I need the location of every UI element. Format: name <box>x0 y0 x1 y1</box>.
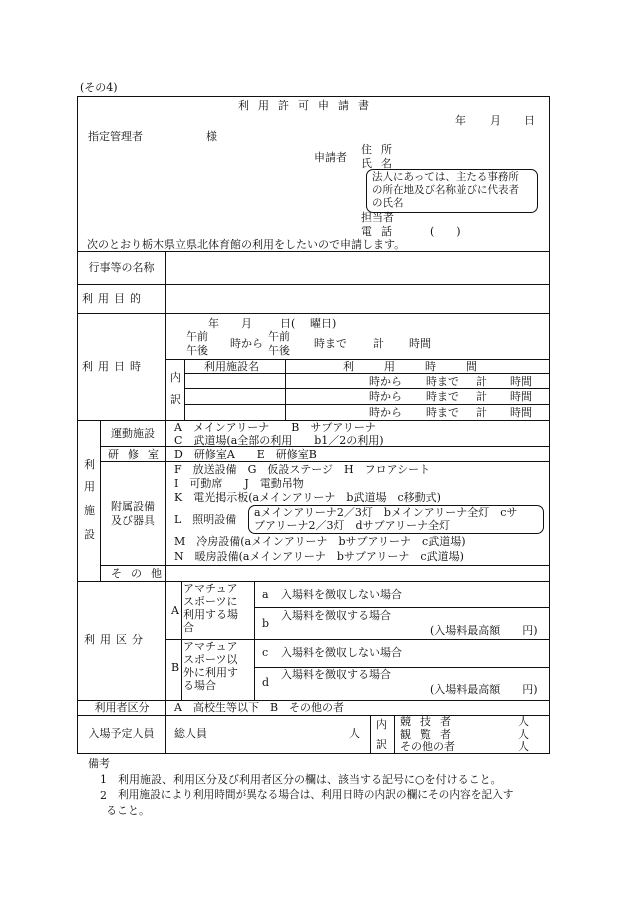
datetime-day: 日( <box>280 317 296 330</box>
max-fee: (入場料最高額 円) <box>430 624 538 637</box>
category-row-text: 入場料を徴収する場合 <box>281 609 391 622</box>
facilities-divider <box>100 420 101 581</box>
breakdown-divider <box>184 359 185 420</box>
corporate-note-line: の所在地及び名称並びに代表者 <box>372 184 519 196</box>
breakdown-row-line <box>184 373 549 374</box>
sports-label: 運動施設 <box>111 427 155 440</box>
row2-until: 時まで <box>426 390 459 403</box>
attendance-breakdown-label: 訳 <box>376 738 387 751</box>
category-a-text: スポーツに <box>183 595 238 608</box>
max-fee: (入場料最高額 円) <box>430 683 538 696</box>
category-row-text: 入場料を徴収する場合 <box>281 668 391 681</box>
remark-text: 利用施設により利用時間が異なる場合は、利用日時の内訳の欄にその内容を記入す <box>118 788 514 801</box>
attendance-label: 入場予定人員 <box>88 727 155 740</box>
category-b-text: る場合 <box>183 679 216 692</box>
lighting-line: aメインアリーナ2／3灯 bメインアリーナ全灯 cサ <box>254 506 518 519</box>
row-divider <box>78 251 549 252</box>
facilities-label-char: 施 <box>84 504 95 517</box>
phone-parens: ( ) <box>430 225 461 238</box>
user-class-label: 利用者区分 <box>94 701 150 714</box>
row1-total: 計 <box>476 375 487 388</box>
attendance-row-unit: 人 <box>518 715 529 728</box>
facilities-label-char: 用 <box>84 480 95 493</box>
attendance-row-unit: 人 <box>518 740 529 753</box>
equipment-line: N 暖房設備(aメインアリーナ bサブアリーナ c武道場) <box>174 550 464 563</box>
category-row-letter: a <box>262 588 269 601</box>
row1-hours: 時間 <box>510 375 532 388</box>
equipment-line: M 冷房設備(aメインアリーナ bサブアリーナ c武道場) <box>174 535 466 548</box>
person-in-charge-label: 担当者 <box>361 211 394 224</box>
end-pm: 午後 <box>268 344 290 357</box>
row2-total: 計 <box>476 390 487 403</box>
category-b-text: スポーツ以 <box>183 653 238 666</box>
row1-until: 時まで <box>426 375 459 388</box>
corporate-note-line: の氏名 <box>372 197 404 209</box>
category-divider <box>254 581 255 700</box>
sports-line: A メインアリーナ B サブアリーナ <box>174 421 376 434</box>
equipment-line: K 電光掲示板(aメインアリーナ b武道場 c移動式) <box>174 491 441 504</box>
equipment-line: F 放送設備 G 仮設ステージ H フロアシート <box>174 463 431 476</box>
category-row-line <box>254 607 549 608</box>
datetime-label: 利用日時 <box>82 360 146 373</box>
attendance-row-label: 観覧者 <box>400 728 460 741</box>
purpose-label: 利用目的 <box>82 292 146 305</box>
datetime-month: 月 <box>241 317 252 330</box>
datetime-year: 年 <box>208 317 219 330</box>
category-a-text: 合 <box>183 621 194 634</box>
row3-hours: 時間 <box>510 406 532 419</box>
category-row-letter: c <box>262 646 269 659</box>
attendance-row-label: 競技者 <box>400 715 460 728</box>
addressee-label: 指定管理者 <box>88 130 143 143</box>
remark-text-continued: ること。 <box>106 804 150 817</box>
user-class-value: A 高校生等以下 B その他の者 <box>174 701 345 714</box>
attendance-divider <box>370 715 371 754</box>
page-label: (その4) <box>80 81 118 94</box>
breakdown-divider <box>285 359 286 420</box>
breakdown-label: 訳 <box>170 393 181 406</box>
phone-label: 電話 <box>361 225 401 238</box>
row2-hours: 時間 <box>510 390 532 403</box>
equipment-label: 及び器具 <box>111 514 155 527</box>
facilities-label-char: 利 <box>84 458 95 471</box>
attendance-total: 総人員 <box>174 727 207 740</box>
category-a-letter: A <box>171 604 179 617</box>
label-column-divider <box>165 251 166 754</box>
lighting-label: L 照明設備 <box>174 513 237 526</box>
category-b-text: 外に利用す <box>183 666 238 679</box>
start-am: 午前 <box>186 330 208 343</box>
remark-text: 利用施設、利用区分及び利用者区分の欄は、該当する記号に○を付けること。 <box>118 773 502 786</box>
category-row-letter: d <box>262 676 270 689</box>
row1-from: 時から <box>369 375 402 388</box>
remark-number: 1 <box>100 773 107 786</box>
remark-number: 2 <box>100 789 107 802</box>
attendance-divider <box>394 715 395 754</box>
row-divider <box>78 284 549 285</box>
category-label: 利用区分 <box>84 633 148 646</box>
addressee-honorific: 様 <box>206 130 217 143</box>
total-hours: 時間 <box>409 337 431 350</box>
row-divider <box>78 715 549 716</box>
date-day: 日 <box>524 114 535 127</box>
date-year: 年 <box>455 114 466 127</box>
other-label: その他 <box>111 567 171 580</box>
applicant-label: 申請者 <box>314 151 347 164</box>
row3-total: 計 <box>476 406 487 419</box>
lighting-line: ブアリーナ2／3灯 dサブアリーナ全灯 <box>254 519 451 532</box>
training-line: D 研修室A E 研修室B <box>174 448 317 461</box>
row3-until: 時まで <box>426 406 459 419</box>
category-row-text: 入場料を徴収しない場合 <box>281 646 402 659</box>
category-row-text: 入場料を徴収しない場合 <box>281 588 402 601</box>
facilities-row-line <box>100 461 549 462</box>
start-from: 時から <box>230 337 263 350</box>
intro-text: 次のとおり栃木県立県北体育館の利用をしたいので申請します。 <box>87 238 406 251</box>
period-header: 利用時間 <box>343 360 507 373</box>
datetime-weekday: 曜日) <box>310 317 337 330</box>
sports-line: C 武道場(a全部の利用 b1／2の利用) <box>174 434 384 447</box>
attendance-total-unit: 人 <box>349 727 360 740</box>
form-title: 利用許可申請書 <box>238 99 378 112</box>
category-b-letter: B <box>171 661 180 674</box>
remarks-title: 備考 <box>88 757 110 770</box>
training-label: 研修室 <box>108 448 168 461</box>
facility-header: 利用施設名 <box>204 360 259 373</box>
end-until: 時まで <box>314 337 347 350</box>
corporate-note-line: 法人にあっては、主たる事務所 <box>372 171 519 183</box>
attendance-row-unit: 人 <box>518 728 529 741</box>
breakdown-row-line <box>184 404 549 405</box>
category-a-text: アマチュア <box>183 582 238 595</box>
row3-from: 時から <box>369 406 402 419</box>
category-a-text: 利用する場 <box>183 608 238 621</box>
category-divider <box>181 581 182 700</box>
end-am: 午前 <box>268 330 290 343</box>
equipment-label: 附属設備 <box>111 500 155 513</box>
row-divider <box>78 581 549 582</box>
breakdown-row-line <box>184 388 549 389</box>
facilities-row-line <box>100 565 549 566</box>
total-label: 計 <box>373 337 384 350</box>
row-divider <box>78 313 549 314</box>
facilities-label-char: 設 <box>84 528 95 541</box>
row2-from: 時から <box>369 390 402 403</box>
event-name-label: 行事等の名称 <box>88 261 155 274</box>
date-month: 月 <box>490 114 501 127</box>
attendance-breakdown-label: 内 <box>376 718 387 731</box>
breakdown-label: 内 <box>170 371 181 384</box>
category-b-text: アマチュア <box>183 640 238 653</box>
applicant-name-label: 氏名 <box>361 157 401 170</box>
start-pm: 午後 <box>186 344 208 357</box>
category-row-letter: b <box>262 617 270 630</box>
applicant-address-label: 住所 <box>361 143 401 156</box>
application-form <box>77 96 550 754</box>
equipment-line: I 可動席 J 電動吊物 <box>174 477 304 490</box>
attendance-row-label: その他の者 <box>400 740 455 753</box>
